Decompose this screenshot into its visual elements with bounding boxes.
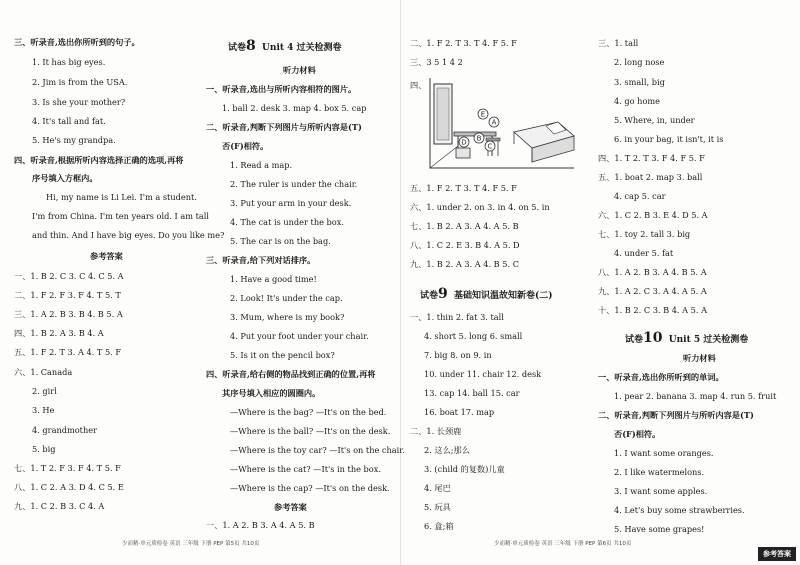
text-line: 4. It's tall and fat. xyxy=(32,116,106,126)
text-line: 1. It has big eyes. xyxy=(32,57,106,67)
text-line: 听力材料 xyxy=(683,353,716,363)
footer-right: 少而精·单元质检卷 英语 三年级 下册 PEP 第6页 共10页 xyxy=(494,541,632,547)
figure-label-a: A xyxy=(491,118,497,127)
text-line: 2. Look! It's under the cap. xyxy=(230,293,343,303)
text-line: 3. He xyxy=(32,405,55,415)
text-line: 三、听录音,选出你所听到的句子。 xyxy=(14,37,140,47)
test-9-title: 试卷9 基础知识温故知新卷(二) xyxy=(420,286,553,302)
text-line: 三、1. tall xyxy=(598,38,639,48)
footer-left: 少而精·单元质检卷 英语 三年级 下册 PEP 第5页 共10页 xyxy=(122,541,260,547)
text-line: 七、1. T 2. F 3. F 4. T 5. F xyxy=(14,463,121,473)
text-line: 二、1. 长颈鹿 xyxy=(410,426,462,436)
text-line: 听力材料 xyxy=(283,65,316,75)
text-line: 1. pear 2. banana 3. map 4. run 5. fruit xyxy=(614,391,777,401)
text-line: 4. under 5. fat xyxy=(614,248,674,258)
text-line: 5. big xyxy=(32,444,56,454)
text-line: 5. Is it on the pencil box? xyxy=(230,350,335,360)
text-line: 二、1. F 2. T 3. T 4. F 5. F xyxy=(410,38,517,48)
text-line: —Where is the bag? —It's on the bed. xyxy=(230,407,387,417)
text-line: 5. Have some grapes! xyxy=(614,524,705,534)
text-line: 一、1. thin 2. fat 3. tall xyxy=(410,312,504,322)
text-line: 三、1. A 2. B 3. B 4. B 5. A xyxy=(14,309,123,319)
text-line: 三、3 5 1 4 2 xyxy=(410,57,463,67)
text-line: 3. I want some apples. xyxy=(614,486,708,496)
text-line: 十、1. B 2. C 3. B 4. A 5. A xyxy=(598,305,707,315)
text-line: 2. I like watermelons. xyxy=(614,467,705,477)
text-line: 6. 盒;箱 xyxy=(424,521,454,531)
text-line: 八、1. A 2. B 3. A 4. B 5. A xyxy=(598,267,707,277)
text-line: 五、1. F 2. T 3. T 4. F 5. F xyxy=(410,183,517,193)
answer-tag: 参考答案 xyxy=(758,547,796,561)
text-line: 一、听录音,选出你所听到的单词。 xyxy=(598,372,724,382)
page-fold xyxy=(400,0,401,565)
text-line: 九、1. C 2. B 3. C 4. A xyxy=(14,501,105,511)
text-line: 五、1. F 2. T 3. A 4. T 5. F xyxy=(14,347,122,357)
text-line: —Where is the cap? —It's on the desk. xyxy=(230,483,390,493)
text-line: 九、1. A 2. C 3. A 4. A 5. A xyxy=(598,286,707,296)
text-line: I'm from China. I'm ten years old. I am tall xyxy=(32,211,210,221)
text-line: 七、1. toy 2. tall 3. big xyxy=(598,229,691,239)
test-8-title: 试卷8 Unit 4 过关检测卷 xyxy=(228,38,342,54)
text-line: 八、1. C 2. A 3. D 4. C 5. E xyxy=(14,482,124,492)
text-line: 1. ball 2. desk 3. map 4. box 5. cap xyxy=(222,103,367,113)
text-line: 六、1. under 2. on 3. in 4. on 5. in xyxy=(410,202,550,212)
text-line: 一、听录音,选出与所听内容相符的图片。 xyxy=(206,84,357,94)
text-line: 2. The ruler is under the chair. xyxy=(230,179,358,189)
figure-label-d: D xyxy=(461,138,467,147)
text-line: 四、1. B 2. A 3. B 4. A xyxy=(14,328,104,338)
text-line: 7. big 8. on 9. in xyxy=(424,350,492,360)
text-line: 4. Put your foot under your chair. xyxy=(230,331,369,341)
text-line: 5. The car is on the bag. xyxy=(230,236,331,246)
text-line: 2. girl xyxy=(32,386,57,396)
text-line: 4. Let's buy some strawberries. xyxy=(614,505,745,515)
text-line: 3. Mum, where is my book? xyxy=(230,312,345,322)
text-line: 一、1. A 2. B 3. A 4. A 5. B xyxy=(206,520,315,530)
text-line: 10. under 11. chair 12. desk xyxy=(424,369,542,379)
text-line: 4. go home xyxy=(614,96,660,106)
text-line: 参考答案 xyxy=(274,502,307,512)
text-line: 4. cap 5. car xyxy=(614,191,666,201)
text-line: 1. Read a map. xyxy=(230,160,293,170)
text-line: 五、1. boat 2. map 3. ball xyxy=(598,172,703,182)
text-line: 其序号填入相应的圆圈内。 xyxy=(222,388,321,398)
figure-label-e: E xyxy=(480,110,486,119)
text-line: 四、听录音,给右侧的物品找到正确的位置,再将 xyxy=(206,369,376,379)
text-line: 2. long nose xyxy=(614,57,665,67)
text-line: 16. boat 17. map xyxy=(424,407,495,417)
text-line: 一、1. B 2. C 3. C 4. C 5. A xyxy=(14,271,124,281)
text-line: 九、1. B 2. A 3. A 4. B 5. C xyxy=(410,259,519,269)
text-line: 3. Put your arm in your desk. xyxy=(230,198,352,208)
text-line: 序号填入方框内。 xyxy=(32,173,98,183)
text-line: 2. Jim is from the USA. xyxy=(32,77,128,87)
text-line: 三、听录音,给下列对话排序。 xyxy=(206,255,316,265)
text-line: 3. Is she your mother? xyxy=(32,97,126,107)
text-line: 参考答案 xyxy=(90,251,123,261)
figure-label-b: B xyxy=(476,134,482,143)
test-10-title: 试卷10 Unit 5 过关检测卷 xyxy=(625,330,749,346)
text-line: 八、1. C 2. E 3. B 4. A 5. D xyxy=(410,240,520,250)
text-line: 6. in your bag, it isn't, it is xyxy=(614,134,724,144)
text-line: 4. The cat is under the box. xyxy=(230,217,344,227)
text-line: 二、听录音,判断下列图片与所听内容是(T) xyxy=(598,410,754,420)
text-line: 二、1. F 2. F 3. F 4. T 5. T xyxy=(14,290,121,300)
text-line: 4. short 5. long 6. small xyxy=(424,331,523,341)
text-line: 否(F)相符。 xyxy=(614,429,661,439)
text-line: —Where is the cat? —It's in the box. xyxy=(230,464,381,474)
text-line: 七、1. B 2. A 3. A 4. A 5. B xyxy=(410,221,519,231)
text-line: 二、听录音,判断下列图片与所听内容是(T) xyxy=(206,122,362,132)
text-line: 1. I want some oranges. xyxy=(614,448,714,458)
text-line: 4. 尾巴 xyxy=(424,483,451,493)
text-line: 四、1. T 2. T 3. F 4. F 5. F xyxy=(598,153,705,163)
text-line: 四、听录音,根据所听内容选择正确的选项,再将 xyxy=(14,155,184,165)
text-line: 否(F)相符。 xyxy=(222,141,269,151)
text-line: 4. grandmother xyxy=(32,425,97,435)
text-line: 5. 玩具 xyxy=(424,502,451,512)
text-line: 2. 这么;那么 xyxy=(424,445,470,455)
text-line: 3. small, big xyxy=(614,77,665,87)
figure-label-c: C xyxy=(487,142,493,151)
text-line: 13. cap 14. ball 15. car xyxy=(424,388,520,398)
text-line: 5. He's my grandpa. xyxy=(32,135,116,145)
text-line: 四、 xyxy=(410,80,427,90)
text-line: 1. Have a good time! xyxy=(230,274,317,284)
text-line: —Where is the ball? —It's on the desk. xyxy=(230,426,391,436)
text-line: and thin. And I have big eyes. Do you like me? xyxy=(32,230,225,240)
text-line: 3. (child 的复数)儿童 xyxy=(424,464,505,474)
text-line: 5. Where, in, under xyxy=(614,115,695,125)
bedroom-illustration xyxy=(428,76,576,174)
text-line: —Where is the toy car? —It's on the chair. xyxy=(230,445,405,455)
text-line: 六、1. Canada xyxy=(14,367,73,377)
text-line: Hi, my name is Li Lei. I'm a student. xyxy=(46,192,197,202)
text-line: 六、1. C 2. B 3. E 4. D 5. A xyxy=(598,210,708,220)
